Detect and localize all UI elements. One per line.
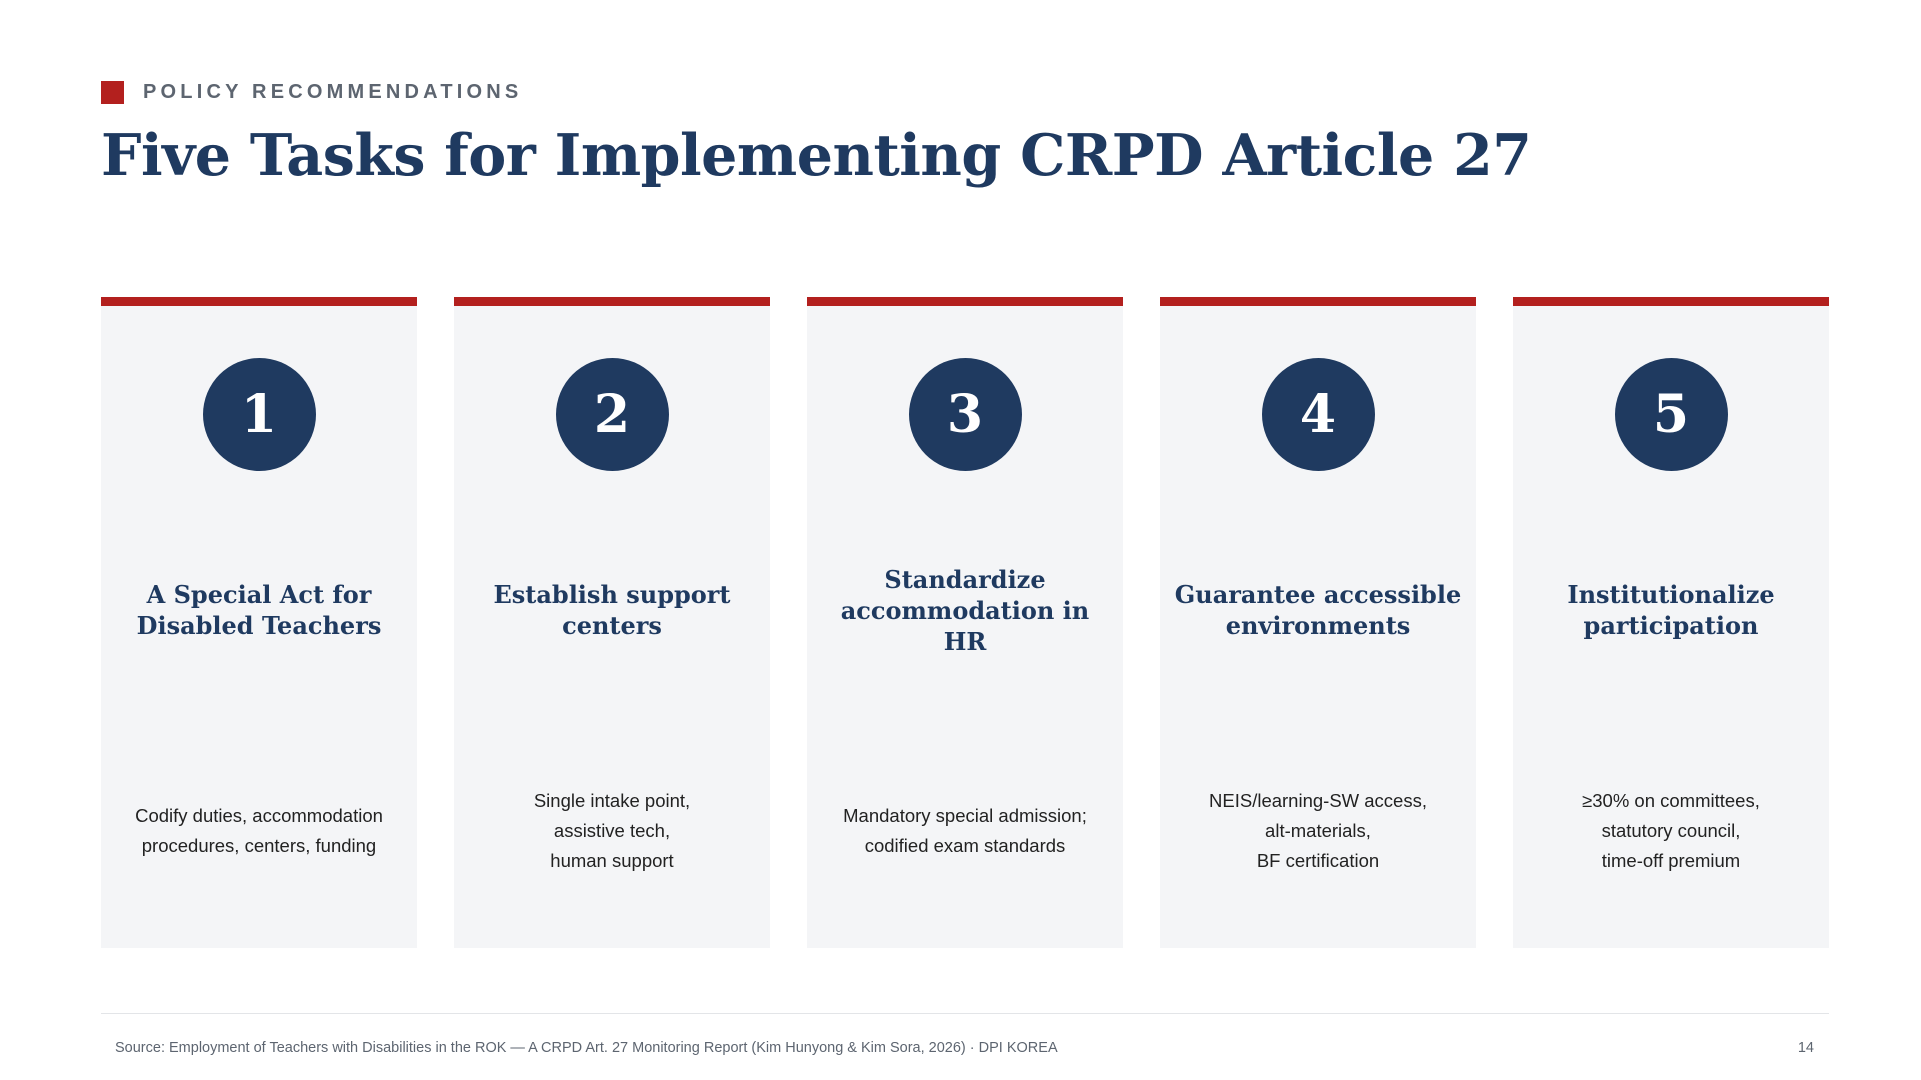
task-card-1 [101,297,417,948]
kicker-label: POLICY RECOMMENDATIONS [143,81,523,103]
task-title: Institutionalize participation [1567,580,1775,640]
source-citation: Source: Employment of Teachers with Disabilities in the ROK — A CRPD Art. 27 Monitoring Report (Kim Hunyong & Kim Sora, 2026) · DPI KOREA [115,1040,1058,1056]
task-title: Establish support centers [493,580,731,640]
task-number-badge: 5 [1615,358,1728,471]
task-description: ≥30% on committees, statutory council, time-off premium [1582,790,1760,871]
task-description: Single intake point, assistive tech, human support [533,790,691,871]
task-number-badge: 4 [1262,358,1375,471]
page-number: 14 [1797,1040,1814,1056]
task-number-badge: 1 [203,358,316,471]
task-description: Mandatory special admission; codified exam standards [843,805,1087,856]
task-description: NEIS/learning-SW access, alt-materials, BF certification [1209,790,1427,871]
task-number-badge: 3 [909,358,1022,471]
task-card-3 [807,297,1123,948]
task-description: Codify duties, accommodation procedures, centers, funding [135,805,383,856]
page-title: Five Tasks for Implementing CRPD Article 27 [101,122,1532,189]
task-card-4 [1160,297,1476,948]
task-number-badge: 2 [556,358,669,471]
kicker-marker [101,81,124,104]
section-kicker [101,81,522,104]
task-card-5 [1513,297,1829,948]
task-title: A Special Act for Disabled Teachers [136,580,382,640]
task-cards [101,297,1829,948]
task-title: Standardize accommodation in HR [840,564,1090,656]
footer-divider [101,1013,1829,1014]
task-card-2 [454,297,770,948]
task-title: Guarantee accessible environments [1174,580,1462,640]
